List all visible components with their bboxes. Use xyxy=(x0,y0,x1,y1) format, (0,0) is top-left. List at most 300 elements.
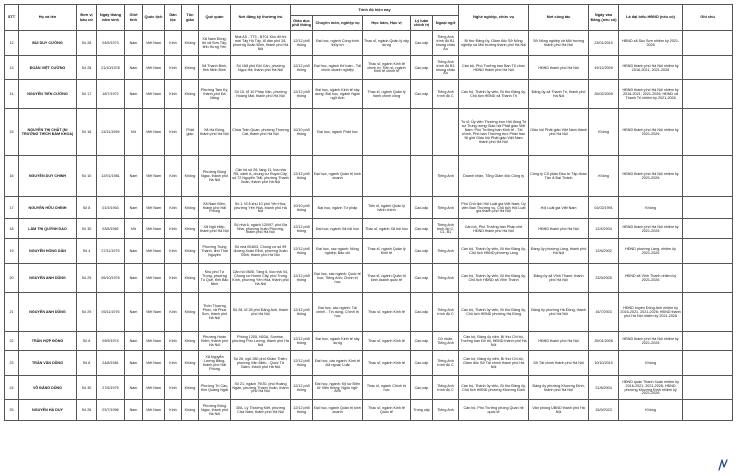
header-unit: Đơn vị bầu cử xyxy=(77,5,97,31)
cell-general-edu: 12/12 phổ thông xyxy=(291,332,313,351)
cell-gender: Nam xyxy=(125,351,143,376)
cell-language: Tiếng Anh trình độ B1 khung châu Âu xyxy=(433,31,459,56)
cell-residence: Căn hộ số 26, tầng 11, tòa nhà R5, cảnh A, chung cư Royal City, số 72 Nguyễn Trãi, phường Thanh Xuân, thành phố Hà Nội xyxy=(231,156,291,197)
cell-stt: 23 xyxy=(5,351,19,376)
cell-gender: Nam xyxy=(125,31,143,56)
table-row xyxy=(5,376,733,400)
cell-occupation: Cán bộ, Đảng ủy viên, Bí thư Chi bộ, Trưởng ban Đô thị, HĐND thành phố Hà Nội xyxy=(459,332,529,351)
cell-name: NGUYỄN HỒNG DÂN xyxy=(19,239,77,264)
cell-gender: Nam xyxy=(125,264,143,293)
cell-gender: Nữ xyxy=(125,219,143,239)
cell-hometown: Xã Thanh Bình, tỉnh Ninh Bình xyxy=(199,56,231,80)
cell-specialty: Đại học, ngành Phật học xyxy=(313,109,363,156)
cell-general-edu: 12/12 phổ thông xyxy=(291,351,313,376)
cell-general-edu: 12/12 phổ thông xyxy=(291,400,313,421)
cell-general-edu: 10/10 phổ thông xyxy=(291,109,313,156)
cell-general-edu: 12/12 phổ thông xyxy=(291,219,313,239)
cell-specialty: Đại học, các ngành: Kinh tế đối ngoại; Luật xyxy=(313,351,363,376)
cell-ethnicity: Kinh xyxy=(165,376,182,400)
cell-note xyxy=(683,219,733,239)
cell-politics: Cao cấp xyxy=(411,56,433,80)
cell-council: HĐND thành phố Hà Nội nhiệm kỳ 2021-2026 xyxy=(619,332,683,351)
cell-degree: Thạc sĩ, ngành Kinh tế chính trị; Tiến sĩ, ngành Kinh tế chính trị xyxy=(363,56,411,80)
cell-workplace: HĐND thành phố Hà Nội xyxy=(529,332,589,351)
cell-stt: 15 xyxy=(5,109,19,156)
cell-general-edu: 10/10 phổ thông xyxy=(291,197,313,219)
cell-language: Tiếng Anh trình độ C xyxy=(433,351,459,376)
cell-occupation: Tu sĩ; Ủy viên Thường trực Hội đồng Trị sự Trung ương Giáo hội Phật giáo Việt Nam; Phó Trưởng ban Kinh tế - Tài chính, Phó ban Thường trực Phân ban Ni giới Giáo hội Phật giáo Việt Nam thành phố Hà Nội xyxy=(459,109,529,156)
cell-occupation: Cán bộ, Phó Trưởng ban Pháp chế HĐND thành phố Hà Nội xyxy=(459,219,529,239)
table-row xyxy=(5,264,733,293)
cell-ethnicity: Kinh xyxy=(165,293,182,332)
cell-ethnicity: Kinh xyxy=(165,239,182,264)
table-row xyxy=(5,197,733,219)
cell-residence: Chùa Trấn Quan, phường Thượng Cát, thành phố Hà Nội xyxy=(231,109,291,156)
cell-religion: Không xyxy=(182,293,199,332)
cell-unit: Số 8 xyxy=(77,332,97,351)
cell-occupation: Cán bộ, Thành ủy viên, Bí thư Đảng ủy, Chủ tịch HĐND xã Thanh Trì xyxy=(459,80,529,109)
cell-religion: Không xyxy=(182,332,199,351)
cell-residence: Số 28, tổ 28 phố Đặng Anh, thành phố Hà Nội xyxy=(231,293,291,332)
cell-general-edu: 12/12 phổ thông xyxy=(291,239,313,264)
cell-note xyxy=(683,80,733,109)
cell-council: HĐND thành phố Hà Nội nhiệm kỳ 2021-2026 xyxy=(619,219,683,239)
cell-dob: 27/6/1975 xyxy=(97,376,125,400)
cell-dob: 21/10/1978 xyxy=(97,56,125,80)
cell-specialty: Đại học, ngành Quản trị kinh doanh xyxy=(313,156,363,197)
cell-specialty: Đại học, các ngành: Quốc tế học; Tiếng Anh; Chính trị học xyxy=(313,264,363,293)
cell-politics: Trung cấp xyxy=(411,400,433,421)
cell-specialty: Đại học, ngành Kế toán - Tài chính doanh nghiệp xyxy=(313,56,363,80)
cell-stt: 12 xyxy=(5,31,19,56)
cell-unit: Số 26 xyxy=(77,400,97,421)
cell-workplace: Đảng ủy phường Láng, thành phố Hà Nội xyxy=(529,239,589,264)
cell-stt: 25 xyxy=(5,400,19,421)
cell-specialty: Đại học, các ngành: Tài chính - Tín dụng, Chính trị học xyxy=(313,293,363,332)
cell-language: Tiếng Anh trình độ C xyxy=(433,80,459,109)
cell-degree: Thạc sĩ, ngành Quản lý xây dựng xyxy=(363,31,411,56)
cell-note xyxy=(683,376,733,400)
table-row xyxy=(5,332,733,351)
cell-residence: Số nhà 6, ngách 120/97, phố Đa Nha, phường Xuân Phương, thành phố Hà Nội xyxy=(231,219,291,239)
cell-general-edu: 12/12 phổ thông xyxy=(291,56,313,80)
cell-note xyxy=(683,400,733,421)
cell-note xyxy=(683,332,733,351)
cell-politics: Cao cấp xyxy=(411,293,433,332)
cell-politics xyxy=(411,156,433,197)
table-row xyxy=(5,293,733,332)
cell-dob: 03/8/1982 xyxy=(97,219,125,239)
header-note: Ghi chú xyxy=(683,5,733,31)
cell-residence: Số 10, tổ 10 Pháp Vân, phường Hoàng Mai, thành phố Hà Nội xyxy=(231,80,291,109)
cell-specialty: Đại học, ngành: Kỹ sư Điện tử Viễn thông; Ngôn ngữ Anh xyxy=(313,376,363,400)
cell-unit: Số 10 xyxy=(77,156,97,197)
cell-language xyxy=(433,109,459,156)
cell-unit: Số 30 xyxy=(77,376,97,400)
cell-degree: Thạc sĩ, ngành Chính trị học xyxy=(363,376,411,400)
cell-residence: Phòng 1205, N03A, Sunrise, phường Phú Lương, thành phố Hà Nội xyxy=(231,332,291,351)
table-row xyxy=(5,31,733,56)
cell-hometown: Thôn Thượng Phúc, xã Phúc Sơn, thành phố Hà Nội xyxy=(199,293,231,332)
cell-workplace: Văn phòng UBND thành phố Hà Nội xyxy=(529,400,589,421)
cell-religion: Không xyxy=(182,219,199,239)
cell-residence: Số nhà B1603, Chung cư số 99 đường Xuân Đỉnh, phường Xuân Đỉnh, thành phố Hà Nội xyxy=(231,239,291,264)
cell-specialty: Đại học, ngành Tư pháp xyxy=(313,197,363,219)
cell-general-edu: 12/12 phổ thông xyxy=(291,293,313,332)
cell-council: HĐND phường Láng, nhiệm kỳ 2021-2026 xyxy=(619,239,683,264)
cell-degree: Thạc sĩ, ngành Xã hội học xyxy=(363,219,411,239)
cell-gender: Nam xyxy=(125,80,143,109)
cell-hometown: Phường Hoàn Kiếm, thành phố Hà Nội xyxy=(199,332,231,351)
cell-dob: 09/9/1974 xyxy=(97,332,125,351)
cell-note xyxy=(683,264,733,293)
cell-stt: 19 xyxy=(5,239,19,264)
cell-religion: Không xyxy=(182,239,199,264)
cell-gender: Nam xyxy=(125,293,143,332)
cell-note xyxy=(683,56,733,80)
cell-dob: 24/8/1981 xyxy=(97,351,125,376)
cell-name: NGUYỄN THỊ CHẤT (NI TRƯỞNG THÍCH ĐÀM KHOA) xyxy=(19,109,77,156)
table-row xyxy=(5,351,733,376)
cell-nationality: Việt Nam xyxy=(143,264,165,293)
cell-politics: Cao cấp xyxy=(411,80,433,109)
cell-name: TRẦN HỢP ĐÔNG xyxy=(19,332,77,351)
cell-politics: Cao cấp xyxy=(411,332,433,351)
cell-specialty: Đại học, ngành Quản trị kinh doanh xyxy=(313,400,363,421)
table-row xyxy=(5,219,733,239)
cell-name: NGUYỄN DUY CHINH xyxy=(19,156,77,197)
cell-general-edu: 12/12 phổ thông xyxy=(291,376,313,400)
cell-degree xyxy=(363,156,411,197)
cell-hometown: Phường Trung Thành, tỉnh Thái Nguyên xyxy=(199,239,231,264)
cell-general-edu: 12/12 phổ thông xyxy=(291,264,313,293)
candidate-table xyxy=(4,4,733,421)
cell-residence: Số 168 phố Đội Cấn, phường Ngọc Hà, thành phố Hà Nội xyxy=(231,56,291,80)
cell-ethnicity: Kinh xyxy=(165,351,182,376)
cell-residence: Số 26, ngõ 280 phố Khâm Thiên, phường Văn Miếu - Quốc Tử Giám, thành phố Hà Nội xyxy=(231,351,291,376)
header-degree: Học hàm, Học vị xyxy=(363,16,411,31)
cell-gender: Nam xyxy=(125,197,143,219)
cell-note xyxy=(683,293,733,332)
cell-ethnicity: Kinh xyxy=(165,109,182,156)
cell-ethnicity: Kinh xyxy=(165,80,182,109)
cell-stt: 20 xyxy=(5,264,19,293)
cell-council: HĐND huyện Đông Anh nhiệm kỳ 2016-2021, 2021-2026; HĐND thành phố Hà Nội nhiệm kỳ 2021-2026 xyxy=(619,293,683,332)
cell-party-date: 25/01/2006 xyxy=(589,332,619,351)
table-row xyxy=(5,239,733,264)
cell-ethnicity: Kinh xyxy=(165,400,182,421)
cell-language: Tiếng Anh xyxy=(433,197,459,219)
cell-language: Tiếng Anh trình độ C xyxy=(433,376,459,400)
cell-party-date: 21/8/2004 xyxy=(589,376,619,400)
cell-degree: Thạc sĩ, ngành Quản lý hành chính công xyxy=(363,80,411,109)
cell-politics: Cao cấp xyxy=(411,351,433,376)
cell-hometown: Phường Trí Cầu, tỉnh Quảng Ngãi xyxy=(199,376,231,400)
cell-occupation: Cán bộ, Thành ủy viên, Bí thư Đảng ủy, Chủ tịch HĐND phường Láng xyxy=(459,239,529,264)
cell-religion: Không xyxy=(182,56,199,80)
cell-occupation: Bí thư Đảng ủy, Giám đốc Sở Nông nghiệp và Môi trường thành phố Hà Nội xyxy=(459,31,529,56)
cell-workplace: Sở Nông nghiệp và Môi trường thành phố Hà Nội xyxy=(529,31,589,56)
cell-politics: Cao cấp xyxy=(411,264,433,293)
cell-religion: Phật giáo xyxy=(182,109,199,156)
cell-nationality: Việt Nam xyxy=(143,239,165,264)
cell-occupation: Cán bộ, Thành ủy viên, Bí thư Đảng ủy, Chủ tịch HĐND phường Khương Đình xyxy=(459,376,529,400)
cell-occupation: Cán bộ, Thành ủy viên, Bí thư Đảng ủy, Chủ tịch HĐND xã Vĩnh Thanh xyxy=(459,264,529,293)
cell-unit: Số 28 xyxy=(77,31,97,56)
cell-dob: 03/7/1996 xyxy=(97,400,125,421)
cell-occupation: Cán bộ, Đảng ủy viên, Bí thư Chi bộ, Giám đốc Sở Tài chính thành phố Hà Nội xyxy=(459,351,529,376)
cell-politics: Cao cấp xyxy=(411,31,433,56)
cell-council: Không xyxy=(619,197,683,219)
header-nationality: Quốc tịch xyxy=(143,5,165,31)
cell-religion: Không xyxy=(182,80,199,109)
cell-ethnicity: Kinh xyxy=(165,332,182,351)
cell-party-date: 12/4/2004 xyxy=(589,219,619,239)
cell-stt: 24 xyxy=(5,376,19,400)
table-row xyxy=(5,109,733,156)
cell-specialty: Đại học, ngành Xã hội học xyxy=(313,219,363,239)
cell-degree: Thạc sĩ, ngành Quản trị kinh doanh quốc tế xyxy=(363,264,411,293)
cell-dob: 27/11/1975 xyxy=(97,239,125,264)
header-language: Ngoại ngữ xyxy=(433,16,459,31)
cell-ethnicity: Kinh xyxy=(165,56,182,80)
cell-language: Tiếng Anh trình độ B1 khung châu Âu xyxy=(433,56,459,80)
cell-workplace: Hội Luật gia Việt Nam xyxy=(529,197,589,219)
cell-hometown: Phường Đông Ngạc, thành phố Hà Nội xyxy=(199,400,231,421)
cell-stt: 14 xyxy=(5,80,19,109)
table-row xyxy=(5,400,733,421)
cell-gender: Nam xyxy=(125,239,143,264)
cell-residence: Số 21, ngách 79/30, phố Hoàng Ngân, phường Thanh Xuân, thành phố Hà Nội xyxy=(231,376,291,400)
cell-ethnicity: Kinh xyxy=(165,156,182,197)
cell-council: HĐND thành phố Hà Nội nhiệm kỳ 2016-2021, 2021-2026; HĐND xã Thanh Trì nhiệm kỳ 2021-2026 xyxy=(619,80,683,109)
header-occupation: Nghề nghiệp, chức vụ xyxy=(459,5,529,31)
cell-name: NGUYỄN HỮU CHÍNH xyxy=(19,197,77,219)
cell-specialty: Đại học, các ngành: Nông nghiệp; Bảo chí xyxy=(313,239,363,264)
cell-occupation: Phó Chủ tịch Hội Luật gia Việt Nam; Ủy viên Ban Thường vụ, Chủ tịch Hội Luật gia thành phố Hà Nội xyxy=(459,197,529,219)
cell-degree xyxy=(363,109,411,156)
cell-language: Cử nhân, Tiếng Anh xyxy=(433,332,459,351)
cell-stt: 18 xyxy=(5,219,19,239)
cell-unit: Số 28 xyxy=(77,56,97,80)
cell-name: VÕ ĐĂNG DŨNG xyxy=(19,376,77,400)
cell-workplace: Đảng ủy phường Khương Đình, thành phố Hà Nội xyxy=(529,376,589,400)
cell-residence: Nhà A5 - TT3 - BT01 Khu đô thị mới Tây Hồ Tây, tổ dân phố 28, phường Xuân Đỉnh, thành phố Hà Nội xyxy=(231,31,291,56)
header-politics: Lý luận chính trị xyxy=(411,16,433,31)
cell-religion: Không xyxy=(182,264,199,293)
cell-residence: Số 1, tổ 8 khu 10 phố Yên Hòa, phường Yên Hòa, thành phố Hà Nội xyxy=(231,197,291,219)
cell-party-date: 26/02/2005 xyxy=(589,80,619,109)
cell-unit: Số 29 xyxy=(77,264,97,293)
cell-ethnicity: Kinh xyxy=(165,31,182,56)
cell-hometown: Xã Nguyễn Lương Bằng, thành phố Hải Phòng xyxy=(199,351,231,376)
cell-general-edu: 12/12 phổ thông xyxy=(291,31,313,56)
cell-nationality: Việt Nam xyxy=(143,376,165,400)
cell-workplace: Đảng ủy xã Vĩnh Thanh, thành phố Hà Nội xyxy=(529,264,589,293)
cell-language: Tiếng Anh xyxy=(433,156,459,197)
cell-unit: Số 17 xyxy=(77,80,97,109)
cell-dob: 18/7/1972 xyxy=(97,80,125,109)
cell-note xyxy=(683,31,733,56)
cell-language: Tiếng Anh xyxy=(433,400,459,421)
cell-gender: Nam xyxy=(125,156,143,197)
cell-workplace: Sở Tài chính thành phố Hà Nội xyxy=(529,351,589,376)
cell-politics: Cao cấp xyxy=(411,219,433,239)
table-row xyxy=(5,80,733,109)
cell-religion: Không xyxy=(182,156,199,197)
cell-hometown: Xã Nam Đồng, thị xã Sơn Tây, tỉnh Hưng Yên xyxy=(199,31,231,56)
cell-council: HĐND xã Vĩnh Thanh nhiệm kỳ 2021-2026 xyxy=(619,264,683,293)
cell-note xyxy=(683,351,733,376)
cell-specialty: Đại học, ngành Kinh tế xây dựng xyxy=(313,332,363,351)
cell-gender: Nam xyxy=(125,56,143,80)
cell-degree: Tiến sĩ, ngành Quản lý hành chính xyxy=(363,197,411,219)
cell-degree: Thạc sĩ, ngành Kinh tế xyxy=(363,351,411,376)
cell-ethnicity: Kinh xyxy=(165,197,182,219)
cell-council: HĐND thành phố Hà Nội nhiệm kỳ 2016-2021, 2021-2026 xyxy=(619,56,683,80)
cell-gender: Nam xyxy=(125,376,143,400)
cell-language: Tiếng Anh trình độ C xyxy=(433,293,459,332)
cell-hometown: Xã Hà Đông, thành phố Hà Nội xyxy=(199,109,231,156)
cell-workplace: Đảng ủy phường Hà Đông, thành phố Hà Nội xyxy=(529,293,589,332)
cell-dob: 01/3/1963 xyxy=(97,197,125,219)
cell-specialty: Đại học, ngành Công trình thủy lợi xyxy=(313,31,363,56)
cell-hometown: Phường Đông Ngạc, thành phố Hà Nội xyxy=(199,156,231,197)
cell-stt: 17 xyxy=(5,197,19,219)
cell-language: Tiếng Anh xyxy=(433,264,459,293)
cell-council: Không xyxy=(619,351,683,376)
cell-party-date: 15/9/2023 xyxy=(589,400,619,421)
cell-workplace: HĐND thành phố Hà Nội xyxy=(529,219,589,239)
header-party-date: Ngày vào Đảng (nếu có) xyxy=(589,5,619,31)
cell-stt: 21 xyxy=(5,293,19,332)
cell-gender: Nam xyxy=(125,332,143,351)
cell-nationality: Việt Nam xyxy=(143,109,165,156)
cell-nationality: Việt Nam xyxy=(143,293,165,332)
header-gender: Giới tính xyxy=(125,5,143,31)
cell-party-date: 10/10/2010 xyxy=(589,351,619,376)
cell-politics: Cao cấp xyxy=(411,239,433,264)
header-general-edu: Giáo dục phổ thông xyxy=(291,16,313,31)
cell-stt: 16 xyxy=(5,156,19,197)
cell-occupation: Cán bộ, Phó Trưởng phòng Quan hệ quốc tế xyxy=(459,400,529,421)
cell-residence: Căn hộ 0606, Tầng 6, tòa nhà V4, Chung cư Home City, phố Trung Kính, phường Yên Hòa, thành phố Hà Nội xyxy=(231,264,291,293)
cell-party-date: Không xyxy=(589,109,619,156)
cell-unit: Số 30 xyxy=(77,219,97,239)
cell-council: HĐND xã Sóc Sơn nhiệm kỳ 2021-2026 xyxy=(619,31,683,56)
cell-workplace: Công ty Cổ phần Đầu tư Tập đoàn Tân Á Đại Thành xyxy=(529,156,589,197)
cell-general-edu: 12/12 phổ thông xyxy=(291,80,313,109)
header-specialty: Chuyên môn, nghiệp vụ xyxy=(313,16,363,31)
cell-council: HĐND quận Thanh Xuân nhiệm kỳ 2016-2021, 2021-2026; HĐND phường Khương Đình nhiệm kỳ 2021-2026 xyxy=(619,376,683,400)
cell-note xyxy=(683,197,733,219)
cell-language: Tiếng Anh xyxy=(433,239,459,264)
cell-hometown: Phường Tam Kỳ, thành phố Đà Nẵng xyxy=(199,80,231,109)
cell-party-date: 12/6/2002 xyxy=(589,239,619,264)
cell-name: NGUYỄN ANH DŨNG xyxy=(19,264,77,293)
cell-party-date: 23/01/2010 xyxy=(589,31,619,56)
cell-general-edu: 12/12 phổ thông xyxy=(291,156,313,197)
header-council: Là đại biểu HĐND (nếu có) xyxy=(619,5,683,31)
cell-workplace: Giáo hội Phật giáo Việt Nam thành phố Hà Nội xyxy=(529,109,589,156)
cell-note xyxy=(683,156,733,197)
cell-unit: Số 16 xyxy=(77,109,97,156)
cell-politics xyxy=(411,109,433,156)
header-residence: Nơi đăng ký thường trú xyxy=(231,5,291,31)
cell-council: HĐND thành phố Hà Nội nhiệm kỳ 2021-2026 xyxy=(619,109,683,156)
cell-nationality: Việt Nam xyxy=(143,219,165,239)
cell-degree: Thạc sĩ, ngành Quản lý Kinh tế xyxy=(363,239,411,264)
cell-degree: Thạc sĩ, ngành Kinh tế Quốc tế xyxy=(363,400,411,421)
cell-unit: Số 8 xyxy=(77,351,97,376)
header-name: Họ và tên xyxy=(19,5,77,31)
cell-degree: Thạc sĩ, ngành Kinh tế xyxy=(363,332,411,351)
cell-nationality: Việt Nam xyxy=(143,31,165,56)
cell-dob: 24/11/1959 xyxy=(97,109,125,156)
cell-party-date: 01/02/1991 xyxy=(589,197,619,219)
cell-council: HĐND thành phố Hà Nội nhiệm kỳ 2021-2026 xyxy=(619,156,683,197)
cell-party-date: 23/9/2005 xyxy=(589,264,619,293)
cell-name: BÙI DUY CƯỜNG xyxy=(19,31,77,56)
cell-name: NGUYỄN ANH DŨNG xyxy=(19,293,77,332)
cell-religion: Không xyxy=(182,351,199,376)
table-row xyxy=(5,156,733,197)
cell-occupation: Cán bộ, Phó Trưởng ban Ban Tổ chức HĐND thành phố Hà Nội xyxy=(459,56,529,80)
cell-ethnicity: Kinh xyxy=(165,219,182,239)
cell-unit: Số 8 xyxy=(77,197,97,219)
header-stt: STT xyxy=(5,5,19,31)
header-hometown: Quê quán xyxy=(199,5,231,31)
cell-stt: 22 xyxy=(5,332,19,351)
cell-religion: Không xyxy=(182,400,199,421)
cell-gender: Nữ xyxy=(125,109,143,156)
cell-hometown: Khu phố Tự Trọng, phường Tú Quế, tỉnh Bắc Ninh xyxy=(199,264,231,293)
cell-residence: 30A, Lý Thường Kiệt, phường Cửa Nam, thành phố Hà Nội xyxy=(231,400,291,421)
cell-politics: Cao cấp xyxy=(411,376,433,400)
cell-stt: 13 xyxy=(5,56,19,80)
cell-religion: Không xyxy=(182,31,199,56)
cell-name: NGUYỄN HÀ DUY xyxy=(19,400,77,421)
table-row xyxy=(5,56,733,80)
cell-degree: Thạc sĩ, ngành Kinh tế xyxy=(363,293,411,332)
cell-nationality: Việt Nam xyxy=(143,400,165,421)
cell-hometown: Xã Ngũ Hiệp, thành phố Hà Nội xyxy=(199,219,231,239)
cell-name: LÂM THỊ QUỲNH DAO xyxy=(19,219,77,239)
cell-dob: 05/11/1976 xyxy=(97,293,125,332)
cell-occupation: Doanh nhân, Tổng Giám đốc Công ty xyxy=(459,156,529,197)
cell-nationality: Việt Nam xyxy=(143,156,165,197)
cell-gender: Nam xyxy=(125,400,143,421)
cell-workplace: HĐND thành phố Hà Nội xyxy=(529,56,589,80)
cell-nationality: Việt Nam xyxy=(143,56,165,80)
cell-religion: Không xyxy=(182,197,199,219)
header-dob: Ngày tháng năm sinh xyxy=(97,5,125,31)
cell-name: ĐOÀN VIỆT CƯỜNG xyxy=(19,56,77,80)
cell-nationality: Việt Nam xyxy=(143,80,165,109)
cell-name: NGUYỄN TIẾN CƯỜNG xyxy=(19,80,77,109)
brand-logo-icon xyxy=(716,458,730,472)
cell-dob: 04/5/1973 xyxy=(97,31,125,56)
cell-unit: Số 29 xyxy=(77,293,97,332)
cell-party-date: Không xyxy=(589,156,619,197)
header-workplace: Nơi công tác xyxy=(529,5,589,31)
header-ethnicity: Dân tộc xyxy=(165,5,182,31)
cell-council: Không xyxy=(619,400,683,421)
cell-occupation: Cán bộ, Thành ủy viên, Bí thư Đảng ủy, Chủ tịch HĐND phường Hà Đông xyxy=(459,293,529,332)
cell-note xyxy=(683,109,733,156)
cell-dob: 06/10/1976 xyxy=(97,264,125,293)
cell-religion: Không xyxy=(182,376,199,400)
